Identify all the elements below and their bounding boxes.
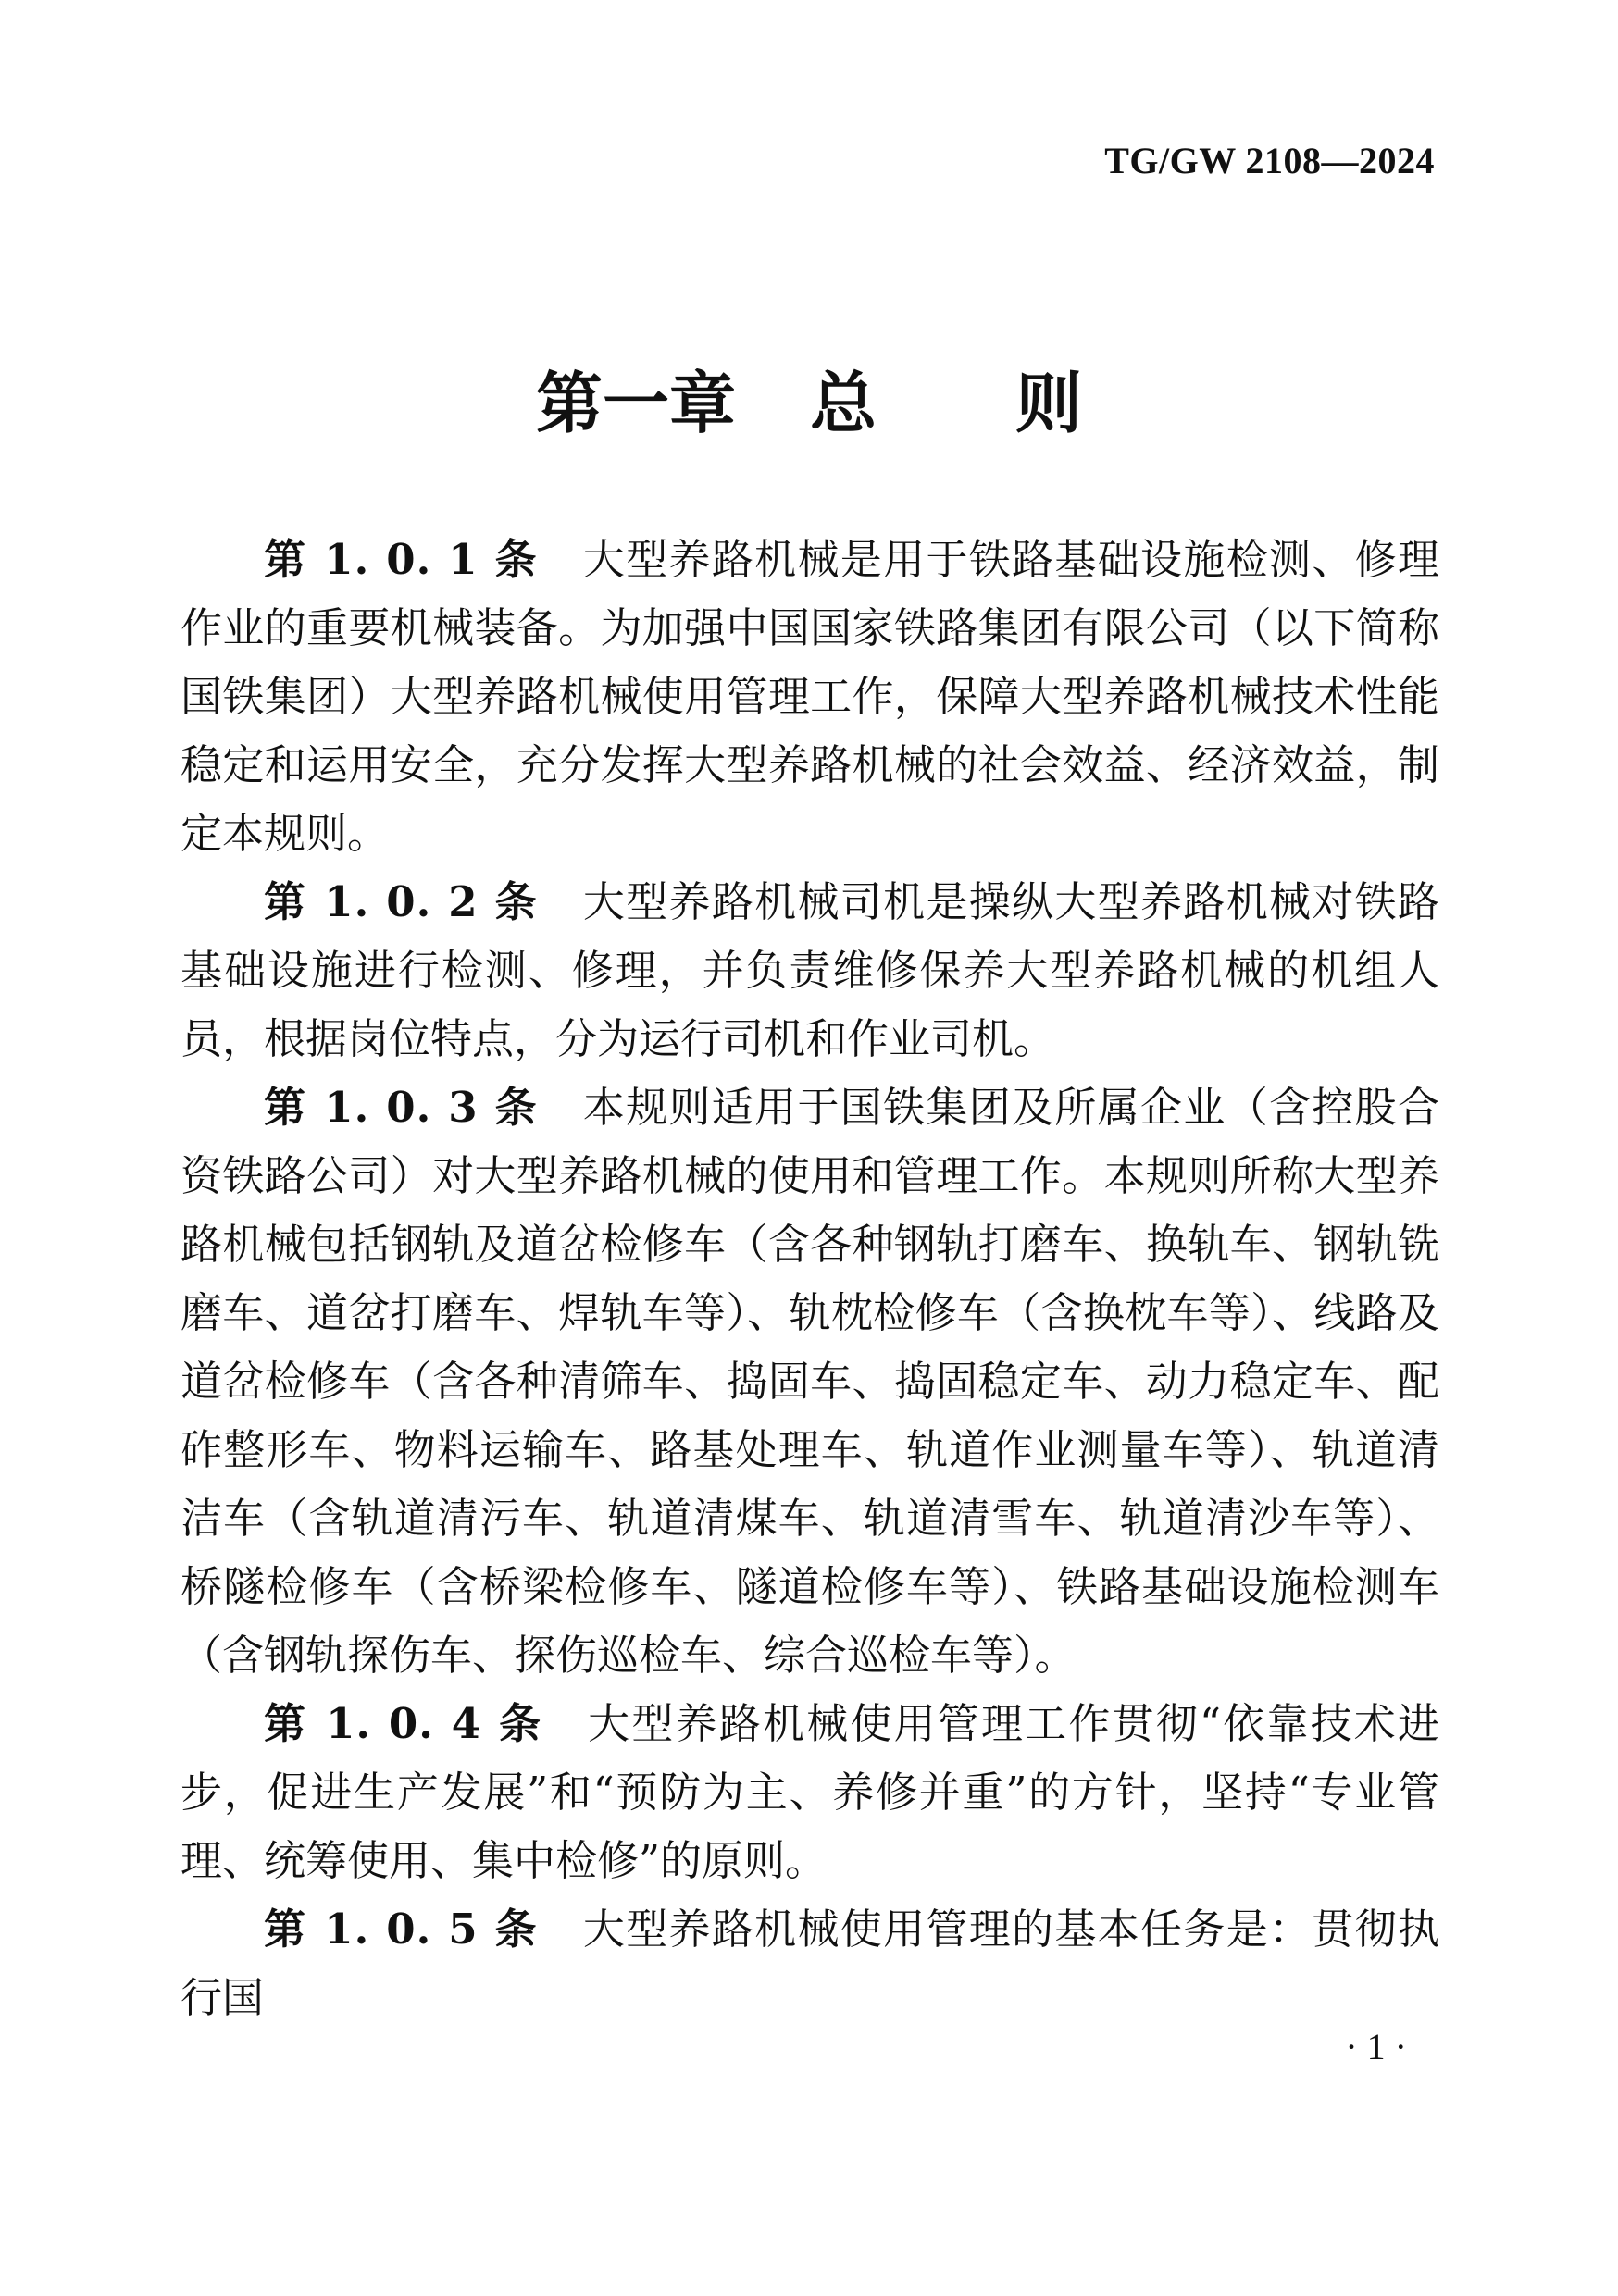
- article-label: 第 1. 0. 5 条: [264, 1905, 539, 1954]
- article-text: 大型养路机械司机是操纵大型养路机械对铁路基础设施进行检测、修理，并负责维修保养大型养路机械的机组人员，根据岗位特点，分为运行司机和作业司机。: [180, 877, 1439, 1063]
- article-label: 第 1. 0. 2 条: [264, 877, 539, 926]
- article-1-0-2: [180, 868, 1439, 1074]
- chapter-title-char-2: 则: [1015, 364, 1083, 442]
- chapter-body: [180, 526, 1439, 2032]
- chapter-title: [0, 364, 1618, 442]
- article-text: 大型养路机械是用于铁路基础设施检测、修理作业的重要机械装备。为加强中国国家铁路集团有限公司（以下简称国铁集团）大型养路机械使用管理工作，保障大型养路机械技术性能稳定和运用安全，充分发挥大型养路机械的社会效益、经济效益，制定本规则。: [180, 535, 1439, 858]
- article-label: 第 1. 0. 3 条: [264, 1083, 539, 1132]
- page-number: · 1 ·: [1345, 2026, 1407, 2067]
- article-1-0-1: [180, 526, 1439, 868]
- article-text: 大型养路机械使用管理的基本任务是：贯彻执行国: [180, 1905, 1439, 2022]
- article-1-0-3: [180, 1074, 1439, 1690]
- article-text: 大型养路机械使用管理工作贯彻“依靠技术进步，促进生产发展”和“预防为主、养修并重”的方针，坚持“专业管理、统筹使用、集中检修”的原则。: [180, 1699, 1439, 1885]
- article-1-0-4: [180, 1690, 1439, 1895]
- chapter-number: 第一章: [535, 364, 736, 442]
- article-1-0-5: [180, 1895, 1439, 2032]
- chapter-title-char-1: 总: [809, 364, 877, 442]
- article-label: 第 1. 0. 1 条: [264, 535, 539, 584]
- article-text: 本规则适用于国铁集团及所属企业（含控股合资铁路公司）对大型养路机械的使用和管理工作。本规则所称大型养路机械包括钢轨及道岔检修车（含各种钢轨打磨车、换轨车、钢轨铣磨车、道岔打磨车、焊轨车等）、轨枕检修车（含换枕车等）、线路及道岔检修车（含各种清筛车、捣固车、捣固稳定车、动力稳定车、配砟整形车、物料运输车、路基处理车、轨道作业测量车等）、轨道清洁车（含轨道清污车、轨道清煤车、轨道清雪车、轨道清沙车等）、桥隧检修车（含桥梁检修车、隧道检修车等）、铁路基础设施检测车（含钢轨探伤车、探伤巡检车、综合巡检车等）。: [180, 1083, 1439, 1680]
- document-code: TG/GW 2108—2024: [1104, 140, 1435, 181]
- article-label: 第 1. 0. 4 条: [264, 1699, 544, 1748]
